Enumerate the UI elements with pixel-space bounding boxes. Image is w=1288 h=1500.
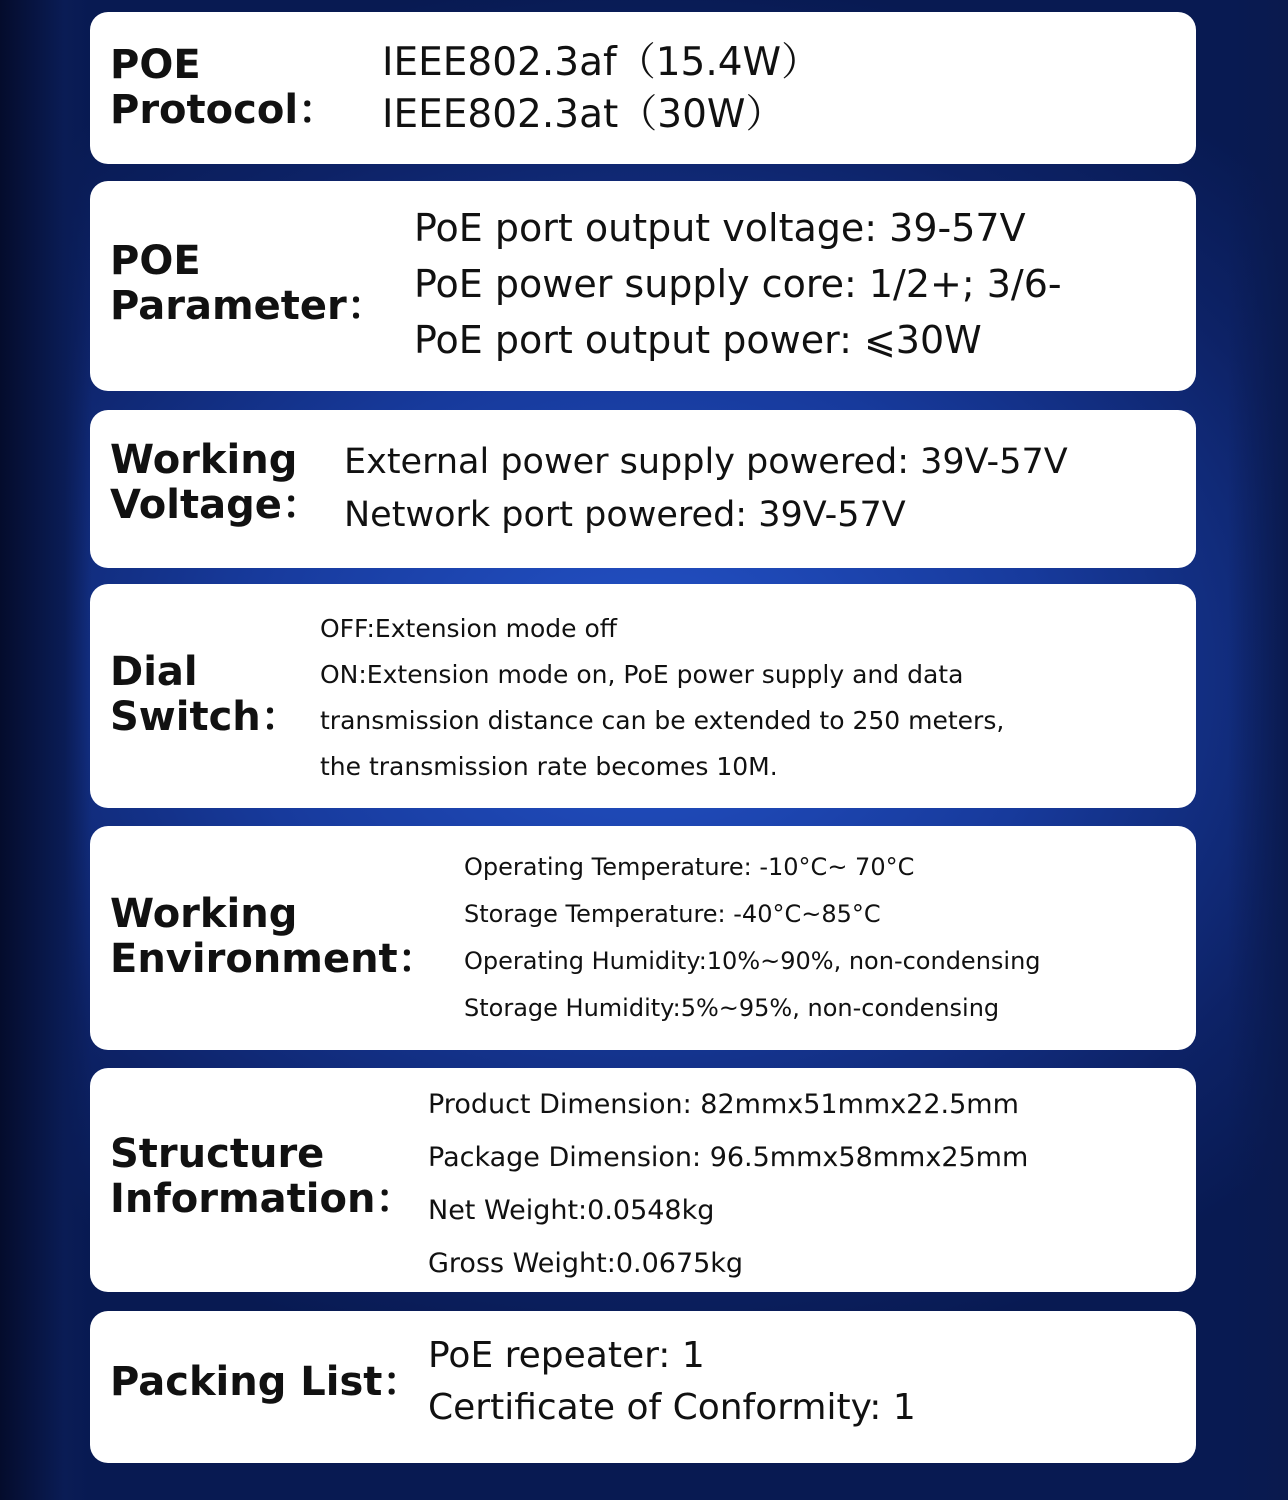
label-line: Parameter： (110, 282, 387, 329)
label-structure-information (110, 1132, 415, 1222)
value-line: IEEE802.3at（30W） (382, 92, 785, 137)
label-line: Working (110, 437, 298, 483)
card-working-voltage (90, 410, 1196, 568)
label-line: Structure (110, 1131, 325, 1177)
values-working-environment (464, 844, 1041, 1032)
label-line: Working (110, 891, 298, 937)
label-packing-list (110, 1360, 422, 1405)
label-poe-parameter (110, 239, 387, 329)
value-line: transmission distance can be extended to 250 meters, (320, 706, 1005, 735)
label-poe-protocol (110, 43, 338, 133)
label-line: Packing List： (110, 1359, 423, 1405)
value-line: Storage Humidity:5%~95%, non-condensing (464, 994, 1000, 1022)
label-line: Switch： (110, 693, 301, 740)
label-line: Information： (110, 1175, 416, 1222)
values-poe-parameter (414, 200, 1062, 368)
value-line: External power supply powered: 39V-57V (344, 442, 1068, 482)
value-line: PoE repeater: 1 (428, 1335, 705, 1376)
values-dial-switch (320, 606, 1004, 790)
value-line: OFF:Extension mode off (320, 614, 617, 643)
label-line: Voltage： (110, 481, 322, 528)
value-line: ON:Extension mode on, PoE power supply and data (320, 660, 964, 689)
values-structure-information (428, 1078, 1028, 1290)
label-line: POE (110, 42, 201, 88)
value-line: IEEE802.3af（15.4W） (382, 40, 821, 85)
label-line: POE (110, 238, 201, 284)
values-working-voltage (344, 436, 1068, 542)
value-line: Certificate of Conformity: 1 (428, 1387, 916, 1428)
value-line: Network port powered: 39V-57V (344, 495, 906, 535)
value-line: Storage Temperature: -40°C~85°C (464, 900, 881, 928)
value-line: Operating Humidity:10%~90%, non-condensing (464, 947, 1041, 975)
card-dial-switch (90, 584, 1196, 808)
value-line: PoE port output power: ⩽30W (414, 318, 982, 362)
values-poe-protocol (382, 37, 820, 141)
card-poe-parameter (90, 181, 1196, 391)
card-packing-list (90, 1311, 1196, 1463)
label-working-voltage (110, 438, 322, 528)
label-working-environment (110, 892, 438, 982)
value-line: Gross Weight:0.0675kg (428, 1248, 744, 1279)
card-structure-information (90, 1068, 1196, 1292)
value-line: the transmission rate becomes 10M. (320, 752, 778, 781)
card-working-environment (90, 826, 1196, 1050)
label-line: Environment： (110, 935, 438, 982)
values-packing-list (428, 1330, 916, 1434)
label-line: Protocol： (110, 86, 339, 133)
label-line: Dial (110, 649, 198, 695)
value-line: Package Dimension: 96.5mmx58mmx25mm (428, 1142, 1029, 1173)
value-line: Product Dimension: 82mmx51mmx22.5mm (428, 1089, 1019, 1120)
value-line: Net Weight:0.0548kg (428, 1195, 715, 1226)
value-line: PoE port output voltage: 39-57V (414, 206, 1026, 250)
card-poe-protocol (90, 12, 1196, 164)
value-line: PoE power supply core: 1/2+; 3/6- (414, 262, 1062, 306)
label-dial-switch (110, 650, 301, 740)
value-line: Operating Temperature: -10°C~ 70°C (464, 853, 915, 881)
